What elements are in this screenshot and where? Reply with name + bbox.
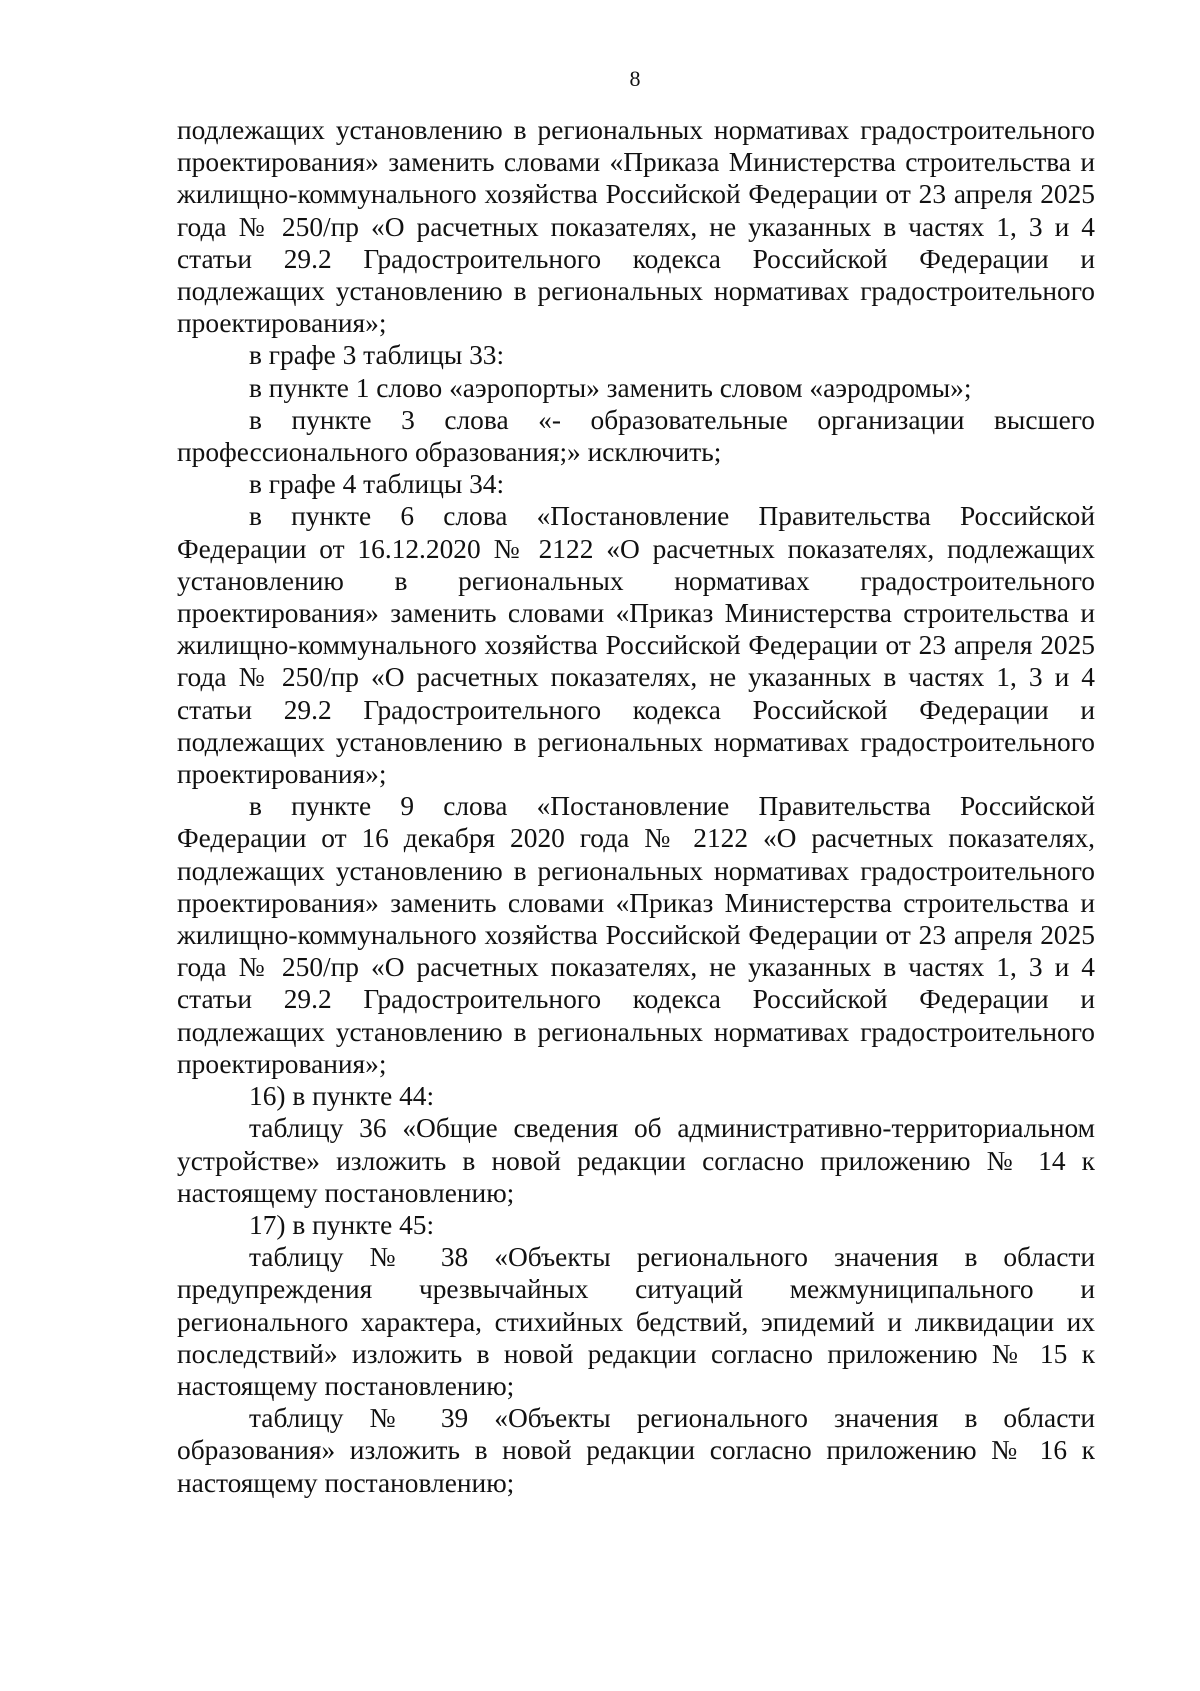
page-number: 8	[629, 66, 641, 91]
paragraph-table-36: таблицу 36 «Общие сведения об административно-территориальном устройстве» изложить в новой редакции согласно приложению № 14 к настоящему постановлению;	[177, 1113, 1095, 1208]
paragraph-item-6: в пункте 6 слова «Постановление Правительства Российской Федерации от 16.12.2020 № 2122 «О расчетных показателях, подлежащих установлению в региональных нормативах градостроительного проектирования» заменить словами «Приказ Министерства строительства и жилищно-коммунального хозяйства Российской Федерации от 23 апреля 2025 года № 250/пр «О расчетных показателях, не указанных в частях 1, 3 и 4 статьи 29.2 Градостроительного кодекса Российской Федерации и подлежащих установлению в региональных нормативах градостроительного проектирования»;	[177, 501, 1095, 790]
document-body	[177, 114, 1095, 1499]
paragraph-point-44-heading: 16) в пункте 44:	[249, 1081, 435, 1112]
paragraph-point-45-heading: 17) в пункте 45:	[249, 1209, 435, 1240]
paragraph-item-3-education: в пункте 3 слова «- образовательные организации высшего профессионального образования;» исключить;	[177, 404, 1095, 468]
paragraph-table-34-heading: в графе 4 таблицы 34:	[249, 469, 505, 500]
paragraph-item-9: в пункте 9 слова «Постановление Правительства Российской Федерации от 16 декабря 2020 года № 2122 «О расчетных показателях, подлежащих установлению в региональных нормативах градостроительного проектирования» заменить словами «Приказ Министерства строительства и жилищно-коммунального хозяйства Российской Федерации от 23 апреля 2025 года № 250/пр «О расчетных показателях, не указанных в частях 1, 3 и 4 статьи 29.2 Градостроительного кодекса Российской Федерации и подлежащих установлению в региональных нормативах градостроительного проектирования»;	[177, 791, 1095, 1079]
paragraph-table-38: таблицу № 38 «Объекты регионального значения в области предупреждения чрезвычайных ситуаций межмуниципального и регионального характера, стихийных бедствий, эпидемий и ликвидации их последствий» изложить в новой редакции согласно приложению № 15 к настоящему постановлению;	[177, 1242, 1095, 1401]
paragraph-item-1-airports: в пункте 1 слово «аэропорты» заменить словом «аэродромы»;	[249, 372, 972, 403]
paragraph-table-39: таблицу № 39 «Объекты регионального значения в области образования» изложить в новой редакции согласно приложению № 16 к настоящему постановлению;	[177, 1403, 1095, 1498]
paragraph-table-33-heading: в графе 3 таблицы 33:	[249, 340, 505, 371]
paragraph-continuation: подлежащих установлению в региональных нормативах градостроительного проектирования» заменить словами «Приказа Министерства строительства и жилищно-коммунального хозяйства Российской Федерации от 23 апреля 2025 года № 250/пр «О расчетных показателях, не указанных в частях 1, 3 и 4 статьи 29.2 Градостроительного кодекса Российской Федерации и подлежащих установлению в региональных нормативах градостроительного проектирования»;	[177, 115, 1095, 339]
